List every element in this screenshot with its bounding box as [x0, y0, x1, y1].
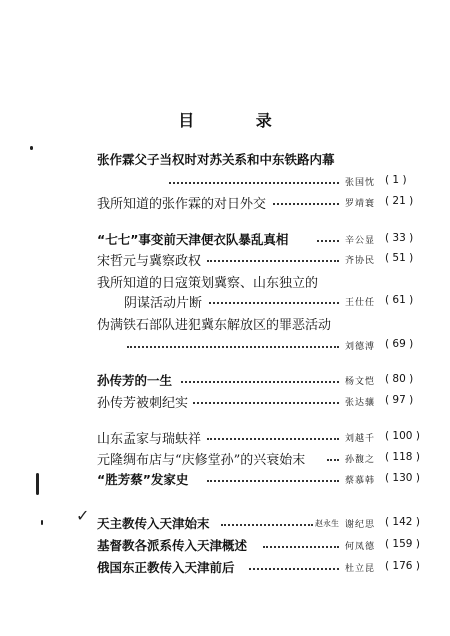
entry-author: 何凤德	[345, 542, 376, 552]
entry-title: “七七”事变前天津便衣队暴乱真相	[97, 232, 289, 247]
entry-author: 齐协民	[345, 256, 376, 266]
leader-dots	[221, 524, 313, 526]
entry-page: ( 21 )	[385, 195, 414, 207]
leader-dots	[273, 203, 339, 205]
entry-author: 辛公显	[345, 236, 376, 246]
toc-heading: 目 录	[178, 111, 300, 130]
leader-dots	[207, 260, 339, 262]
entry-co-author: 赵永生	[315, 519, 339, 528]
leader-dots	[169, 182, 339, 184]
toc-entry[interactable]	[97, 193, 427, 213]
entry-title: 山东孟家与瑞蚨祥	[97, 432, 202, 447]
entry-title-continued: 阴谋活动片断	[124, 296, 203, 311]
toc-entry[interactable]	[97, 314, 427, 334]
entry-author: 谢纪思	[345, 520, 376, 530]
entry-author: 杨文恺	[345, 377, 376, 387]
entry-author: 刘越千	[345, 434, 376, 444]
check-mark-icon: ✓	[76, 506, 90, 525]
toc-entry[interactable]	[97, 392, 427, 412]
entry-title: 我所知道的日寇策划冀察、山东独立的	[97, 276, 319, 291]
toc-entry[interactable]	[97, 449, 427, 469]
entry-title: 俄国东正教传入天津前后	[97, 560, 235, 575]
leader-dots	[207, 438, 339, 440]
entry-page: ( 80 )	[385, 373, 414, 385]
toc-entry[interactable]	[97, 150, 427, 170]
toc-entry-line	[97, 336, 427, 356]
toc-entry[interactable]	[97, 514, 427, 534]
entry-page: ( 130 )	[385, 472, 420, 484]
margin-ink-mark	[41, 520, 43, 525]
toc-entry[interactable]	[97, 272, 427, 292]
toc-entry-line	[97, 292, 427, 312]
entry-author: 孙馥之	[345, 455, 376, 465]
toc-entry[interactable]	[97, 428, 427, 448]
entry-page: ( 51 )	[385, 252, 414, 264]
leader-dots	[317, 240, 339, 242]
toc-entry[interactable]	[97, 230, 427, 250]
leader-dots	[127, 346, 339, 348]
entry-title: 孙传芳的一生	[97, 373, 173, 388]
margin-ink-mark	[36, 473, 39, 495]
entry-title: 我所知道的张作霖的对日外交	[97, 197, 267, 212]
toc-entry[interactable]	[97, 536, 427, 556]
entry-page: ( 69 )	[385, 338, 414, 350]
entry-page: ( 100 )	[385, 430, 420, 442]
leader-dots	[193, 402, 339, 404]
leader-dots	[207, 480, 339, 482]
entry-title: “胜芳蔡”发家史	[97, 472, 189, 487]
entry-page: ( 97 )	[385, 394, 414, 406]
entry-page: ( 33 )	[385, 232, 414, 244]
leader-dots	[209, 302, 339, 304]
toc-entry[interactable]	[97, 250, 427, 270]
entry-title: 孙传芳被刺纪实	[97, 396, 189, 411]
margin-ink-mark	[30, 146, 33, 150]
entry-page: ( 118 )	[385, 451, 420, 463]
entry-page: ( 61 )	[385, 294, 414, 306]
entry-page: ( 142 )	[385, 516, 420, 528]
entry-title: 宋哲元与冀察政权	[97, 254, 202, 269]
entry-title: 元隆绸布店与“庆修堂孙”的兴衰始末	[97, 453, 306, 468]
toc-entry[interactable]	[97, 371, 427, 391]
toc-entry[interactable]	[97, 558, 427, 578]
entry-author: 刘德溥	[345, 342, 376, 352]
entry-page: ( 1 )	[385, 174, 407, 186]
entry-title: 张作霖父子当权时对苏关系和中东铁路内幕	[97, 152, 335, 167]
leader-dots	[181, 381, 339, 383]
entry-author: 蔡慕韩	[345, 476, 376, 486]
entry-author: 张国忱	[345, 178, 376, 188]
entry-page: ( 176 )	[385, 560, 420, 572]
entry-page: ( 159 )	[385, 538, 420, 550]
entry-title: 伪满铁石部队进犯冀东解放区的罪恶活动	[97, 318, 332, 333]
toc-entry-line	[97, 172, 427, 192]
toc-entry[interactable]	[97, 470, 427, 490]
entry-author: 罗靖寰	[345, 199, 376, 209]
entry-title: 基督教各派系传入天津概述	[97, 538, 248, 553]
entry-author: 杜立昆	[345, 564, 376, 574]
entry-title: 天主教传入天津始末	[97, 516, 210, 531]
leader-dots	[249, 568, 339, 570]
leader-dots	[327, 459, 339, 461]
entry-author: 张达骧	[345, 398, 376, 408]
leader-dots	[263, 546, 339, 548]
entry-author: 王仕任	[345, 298, 376, 308]
